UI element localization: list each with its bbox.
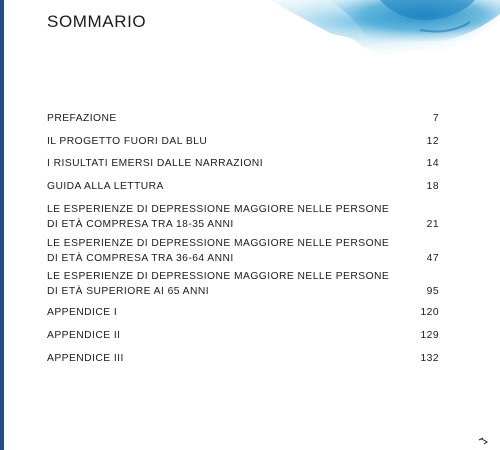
- toc-entry: [47, 328, 439, 343]
- toc-entry-title: IL PROGETTO FUORI DAL BLU: [47, 136, 208, 147]
- toc-entry-title: GUIDA ALLA LETTURA: [47, 181, 164, 192]
- toc-entry: [47, 111, 439, 126]
- toc-entry: [47, 236, 439, 266]
- toc-entry-title-continuation: DI ETÀ COMPRESA TRA 18-35 ANNI: [47, 219, 234, 230]
- toc-entry-title: APPENDICE II: [47, 330, 121, 341]
- toc-entry-title: APPENDICE III: [47, 353, 124, 364]
- toc-entry: [47, 156, 439, 171]
- toc-entry-page: 47: [426, 253, 439, 264]
- toc-entry: [47, 269, 439, 299]
- toc-entry: [47, 305, 439, 320]
- toc-entry-page: 14: [426, 158, 439, 169]
- toc-entry-page: 120: [420, 307, 439, 318]
- blue-spine-border: [0, 0, 4, 450]
- toc-entry-page: 12: [426, 136, 439, 147]
- toc-entry-page: 129: [420, 330, 439, 341]
- toc-entry-title: I RISULTATI EMERSI DALLE NARRAZIONI: [47, 158, 264, 169]
- toc-entry-title: APPENDICE I: [47, 307, 118, 318]
- toc-entry-page: 95: [426, 286, 439, 297]
- toc-entry-page: 132: [420, 353, 439, 364]
- toc-entry: [47, 351, 439, 366]
- corner-mark-icon: [478, 437, 488, 445]
- toc-entry-title-continuation: DI ETÀ SUPERIORE AI 65 ANNI: [47, 286, 210, 297]
- toc-entry: [47, 202, 439, 232]
- toc-entry: [47, 134, 439, 149]
- toc-entry-title-continuation: DI ETÀ COMPRESA TRA 36-64 ANNI: [47, 253, 234, 264]
- toc-entry-page: 21: [426, 219, 439, 230]
- toc-entry-title: LE ESPERIENZE DI DEPRESSIONE MAGGIORE NELLE PERSONE: [47, 204, 390, 215]
- toc-entry-title: LE ESPERIENZE DI DEPRESSIONE MAGGIORE NELLE PERSONE: [47, 271, 390, 282]
- page-title: SOMMARIO: [47, 12, 147, 31]
- toc-entry-title: PREFAZIONE: [47, 113, 117, 124]
- toc-entry-title: LE ESPERIENZE DI DEPRESSIONE MAGGIORE NELLE PERSONE: [47, 238, 390, 249]
- toc-entry: [47, 179, 439, 194]
- watercolor-blue-decoration: [270, 0, 500, 62]
- toc-entry-page: 7: [432, 113, 439, 124]
- toc-entry-page: 18: [426, 181, 439, 192]
